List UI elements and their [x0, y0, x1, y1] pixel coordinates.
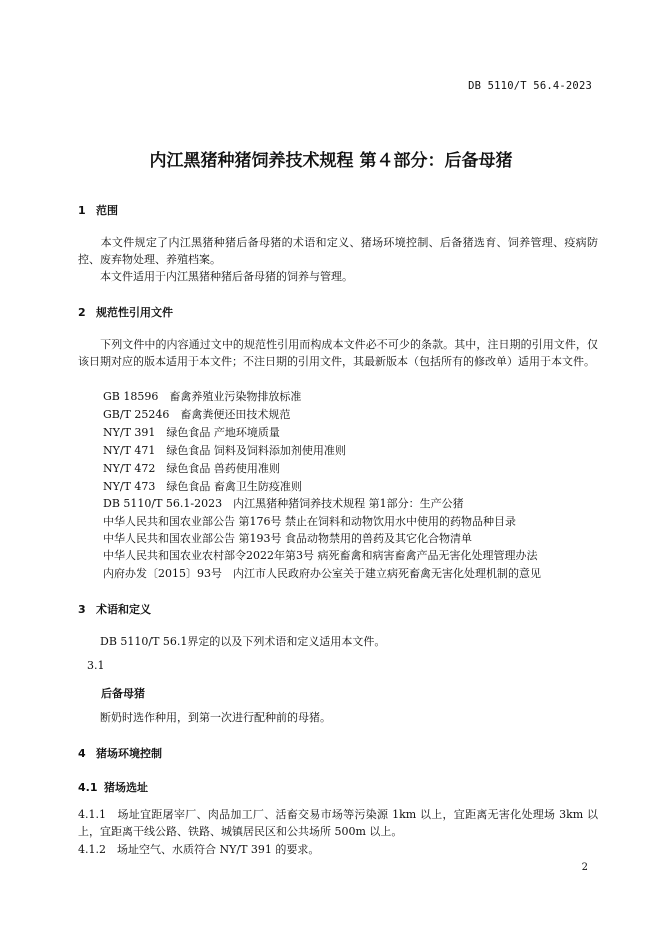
- term-number: 3.1: [87, 659, 105, 672]
- section-number: 4: [78, 747, 86, 760]
- reference-item: NY/T 473 绿色食品 畜禽卫生防疫准则: [103, 480, 302, 493]
- section-heading-terms: [78, 601, 151, 617]
- reference-item: GB 18596 畜禽养殖业污染物排放标准: [103, 390, 302, 403]
- section-number: 1: [78, 204, 86, 217]
- section-title: 范围: [96, 204, 118, 217]
- subsection-number: 4.1: [78, 781, 98, 794]
- section-heading-scope: [78, 202, 118, 218]
- reference-item: 中华人民共和国农业部公告 第193号 食品动物禁用的兽药及其它化合物清单: [103, 532, 472, 545]
- reference-item: 中华人民共和国农业部公告 第176号 禁止在饲料和动物饮用水中使用的药物品种目录: [103, 515, 516, 528]
- scope-paragraph-1: 本文件规定了内江黑猪种猪后备母猪的术语和定义、猪场环境控制、后备猪选育、饲养管理、疫病防控、废弃物处理、养殖档案。: [78, 236, 598, 266]
- document-code: DB 5110/T 56.4-2023: [468, 80, 592, 92]
- reference-item: NY/T 391 绿色食品 产地环境质量: [103, 426, 280, 439]
- subsection-heading-site-selection: [78, 779, 148, 795]
- clause-4-1-1: 4.1.1 场址宜距屠宰厂、肉品加工厂、活畜交易市场等污染源 1km 以上，宜距离无害化处理场 3km 以上，宜距离干线公路、铁路、城镇居民区和公共场所 500m 以上。: [78, 808, 598, 838]
- document-title: 内江黑猪种猪饲养技术规程 第４部分：后备母猪: [149, 151, 513, 171]
- terms-intro: DB 5110/T 56.1界定的以及下列术语和定义适用本文件。: [78, 635, 386, 648]
- subsection-title: 猪场选址: [104, 781, 148, 794]
- reference-item: DB 5110/T 56.1-2023 内江黑猪种猪饲养技术规程 第1部分：生产公猪: [103, 497, 464, 510]
- section-title: 术语和定义: [96, 603, 151, 616]
- term-definition: 断奶时选作种用，到第一次进行配种前的母猪。: [78, 711, 331, 724]
- reference-item: 内府办发〔2015〕93号 内江市人民政府办公室关于建立病死畜禽无害化处理机制的意见: [103, 567, 541, 580]
- reference-item: NY/T 471 绿色食品 饲料及饲料添加剂使用准则: [103, 444, 346, 457]
- section-number: 3: [78, 603, 86, 616]
- reference-item: NY/T 472 绿色食品 兽药使用准则: [103, 462, 280, 475]
- section-heading-environment: [78, 745, 162, 761]
- page-number: 2: [581, 862, 588, 873]
- term-name: 后备母猪: [101, 687, 145, 700]
- section-title: 猪场环境控制: [96, 747, 162, 760]
- reference-item: GB/T 25246 畜禽粪便还田技术规范: [103, 408, 291, 421]
- section-heading-normative-references: [78, 304, 173, 320]
- references-intro: 下列文件中的内容通过文中的规范性引用而构成本文件必不可少的条款。其中，注日期的引用文件，仅该日期对应的版本适用于本文件；不注日期的引用文件，其最新版本（包括所有的修改单）适用于本文件。: [78, 338, 598, 368]
- reference-item: 中华人民共和国农业农村部令2022年第3号 病死畜禽和病害畜禽产品无害化处理管理办法: [103, 549, 538, 562]
- section-title: 规范性引用文件: [96, 306, 173, 319]
- section-number: 2: [78, 306, 86, 319]
- scope-paragraph-2: 本文件适用于内江黑猪种猪后备母猪的饲养与管理。: [78, 270, 353, 283]
- clause-4-1-2: 4.1.2 场址空气、水质符合 NY/T 391 的要求。: [78, 843, 320, 856]
